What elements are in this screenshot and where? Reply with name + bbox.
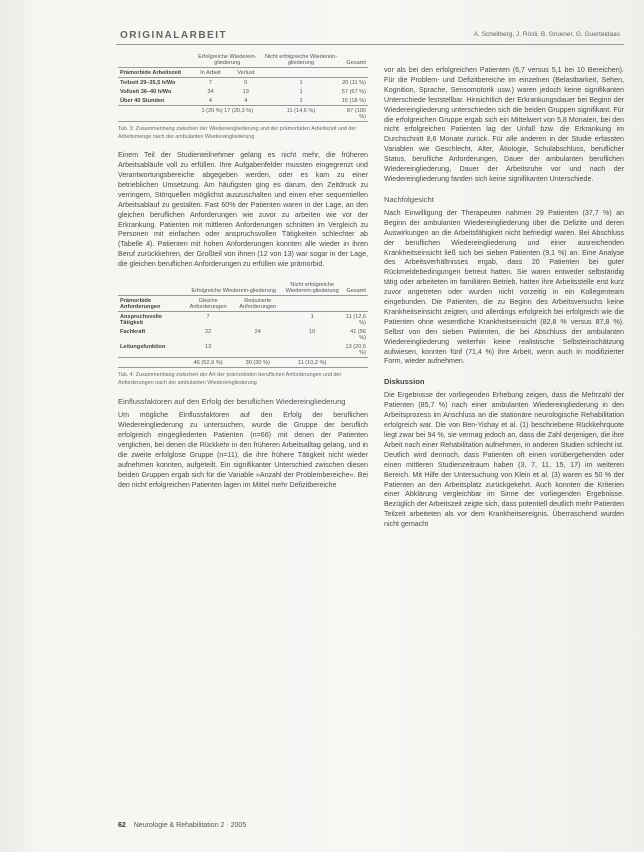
table-row: Über 40 Stunden 4 4 1 15 (18 %) — [120, 97, 366, 104]
table-row: Leitungsfunktion 13 13 (20,5 %) — [120, 343, 366, 356]
page-number: 62 — [118, 822, 126, 829]
running-authors: A. Schellberg, J. Rösli, B. Gruener, G. Guerteldaas — [473, 31, 620, 38]
left-column — [118, 52, 368, 491]
table-4-col-header: Nicht erfolgreiche Wiederein-gliederung — [285, 281, 339, 294]
table-row: Teilzeit 29–35,5 h/Wo 7 0 1 20 (11 %) — [120, 79, 366, 86]
table-3-group-label: Prämorbide Arbeitszeit — [118, 68, 192, 78]
table-row: Fachkraft 22 24 10 41 (56 %) — [120, 328, 366, 341]
page-footer — [118, 822, 246, 829]
table-3-sub-header: In Arbeit — [192, 68, 229, 78]
table-3 — [118, 52, 368, 122]
table-4-col-header: Gesamt — [346, 287, 366, 294]
section-heading: Nachfolgesicht — [384, 194, 434, 204]
table-3-col-header: Nicht erfolgreiche Wiederein-gliederung — [264, 53, 338, 66]
body-paragraph: Die Ergebnisse der vorliegenden Erhebung zeigen, dass die Mehrzahl der Patienten (85,7 %) nach einer ambulanten Wiedereingliederung in den Arbeitsprozess im Anschluss an die stationäre neurologische Rehabilitation erfolgreich war. Die von Ben-Yishay et al. (1) beschriebene Rückkehrquote liegt zwar bei 94 %, sie vermag jedoch an, dass die Zahl derjenigen, die ihre Arbeit nach einer Rehabilitation aufnehmen, in anderen Studien schlecht ist. Deutlich wird dennoch, dass Patienten oft einen vorübergehenden oder einen mittleren Studienzeitraum haben (3, 7, 11, 15, 17) im weiteren Bereich. Mit Hilfe der Untersuchung von Klein et al. (3) waren es 50 % der Patienten an den Arbeitsplatz zurückgekehrt. Auch konnten die Kriterien einer Abklärung vergleichbar im Sinne der vorliegenden Ergebnisse. Bezüglich der Arbeitszeit zeigte sich, dass potentiell deutlich mehr Patienten Teilzeit arbeiteten als vor dem Krankheitsereignis. Überraschend wurden nicht gemacht — [384, 391, 624, 529]
body-paragraph: Einem Teil der Studienteilnehmer gelang es nicht mehr, die früheren Arbeitsabläufe voll zu erfüllen. Ihre Aufgabenfelder mussten eingegrenzt und Verantwortungsbereiche abgegeben werden, oder es kam zu einer betrieblichen Umsetzung. Am häufigsten ging es darum, den Zeitdruck zu verringern, Störquellen möglichst auszuschalten und einen eher sequentiellen Arbeitsablauf zu gestalten. Fast 60% der Patienten waren in der Lage, an den gleichen beruflichen Anforderungen wie zuvor zu arbeiten wie vor der Erkrankung. Patienten mit mittleren Anforderungen schnitten im Vergleich zu Personen mit einfachen oder anspruchsvollen Tätigkeiten schlechter ab (Tabelle 4). Patienten mit hohen Anforderungen konnten alle wieder in ihren Beruf zurückkehren, der Großteil von ihnen (12 von 13) war sogar in der Lage, die gleichen beruflichen Anforderungen zu erfüllen wie prämorbid. — [118, 151, 368, 269]
table-3-col-header: Gesamt — [346, 59, 366, 66]
section-heading: Diskussion — [384, 377, 425, 387]
table-4-group-label: Prämorbide Anforderungen — [118, 296, 184, 312]
table-4-sub-header: Gleiche Anforderungen — [184, 296, 232, 312]
table-3-sub-header: Verlust — [229, 68, 263, 78]
header-rule — [116, 44, 624, 45]
table-3-caption: Tab. 3: Zusammenhang zwischen der Wiedereingliederung und der prämorbiden Arbeitszeit und der Arbeitsmenge nach der ambulanten Wiedereingliederung — [118, 126, 357, 140]
section-label: ORIGINALARBEIT — [120, 30, 228, 41]
right-column — [384, 66, 624, 530]
table-4-col-header: Erfolgreiche Wiederein-gliederung — [191, 287, 276, 294]
table-4-caption: Tab. 4: Zusammenhang zwischen der Art der prämorbiden beruflichen Anforderungen und der Anforderungen nach der ambulanten Wiedereingliederung — [118, 372, 342, 386]
table-row: Vollzeit 36–40 h/Wo 34 13 1 57 (67 %) — [120, 88, 366, 95]
table-4-sub-header: Reduzierte Anforderungen — [232, 296, 283, 312]
table-row: Anspruchsvolle Tätigkeit 7 1 11 (12,6 %) — [120, 313, 366, 326]
body-paragraph: vor als bei den erfolgreichen Patienten (6,7 versus 5,1 bei 10 Bereichen). Für die Problem- und Defizitbereiche im einzelnen (Belastbarkeit, Sehen, Kognition, Sprache, Sensomotorik usw.) waren jedoch keine signifikanten Unterschiede feststellbar. Hinsichtlich der Erkrankungsdauer bei Beginn der Wiedereingliederung unterschieden sich die beiden Gruppen signifikant. Für die erfolgreichen Gruppe ergab sich ein Mittelwert von 5,8 Monaten, bei den nicht erfolgreichen Patienten lag der Unfall bzw. die Erkrankung im Durchschnitt 8,6 Monate zurück. Für alle anderen in der Studie erfassten Variablen wie Geschlecht, Alter, Ätiologie, Schulabschluss, beruflicher Status, berufliche Anforderungen, Dauer der ambulanten beruflichen Wiedereingliederung, Dauer der Arbeitsruhe vor und nach der Wiedereingliederung fanden sich keine signifikanten Unterschiede. — [384, 66, 624, 183]
body-paragraph: Nach Einwilligung der Therapeuten nahmen 29 Patienten (37,7 %) an Beginn der ambulanten Wiedereingliederung über die Defizite und deren Auswirkungen an die Arbeitsfähigkeit nicht befriedigt waren. Bei Abschluss der beruflichen Wiedereingliederung und einer ausreichenden Krankheitseinsicht ließ sich bei sieben Patienten (9,1 %) an. Eine Analyse des Arbeitsverhältnisses ergab, dass 20 Patienten bei guter Rückmeldebedingungen betreut hatten. Sie waren entweder selbständig tätig oder arbeiteten im familiären Betrieb, hatten ihre Arbeitsstelle erst kurz zuvor angetreten oder wurden nicht vorzeitig in ein Kollegenteam eingebunden. Die Patienten, die zu Beginn des Arbeitsversuchs keine Krankheitseinsicht zeigten, und allerdings erfolgreich bei erfolgreich wie die Patienten ohne wesentliche Krankheitseinsicht (82,8 % versus 87,8 %). Selbst von den sieben Patienten, die bei Abschluss der ambulanten Wiedereingliederung weiterhin keine realistische Selbsteinschätzung aufwiesen, konnten fünf (71,4 %) ihre Arbeit, wenn auch in modifizierter Form, wieder aufnehmen. — [384, 208, 624, 366]
journal-name: Neurologie & Rehabilitation 2 · 2005 — [133, 822, 247, 829]
table-row-total: 1 (20 %) 17 (20,3 %) 11 (14,6 %) 87 (100 %) — [118, 106, 368, 122]
table-4 — [118, 280, 368, 368]
body-paragraph: Um mögliche Einflussfaktoren auf den Erfolg der beruflichen Wiedereingliederung zu untersuchen, wurde die Gruppe der beruflich erfolgreich eingegliederten Patienten (n=66) mit denen der Patienten verglichen, bei denen die Rückkehr in den früheren Arbeitsalltag gelang, und in die zweite erfolglose Gruppe (n=11), die ihre frühere Tätigkeit nicht wieder aufnehmen konnten, aufgeteilt. Ein signifikanter Unterschied zwischen diesen beiden Gruppen ergab sich für die Variable »Anzahl der Problembereiche«. Bei den nicht erfolgreichen Patienten lagen im Mittel mehr Defizitbereiche — [118, 411, 368, 489]
table-3-col-header: Erfolgreiche Wiederein-gliederung — [198, 53, 257, 66]
table-row-total: 46 (52,9 %) 30 (30 %) 11 (10,2 %) — [118, 358, 368, 368]
section-heading: Einflussfaktoren auf den Erfolg der beruflichen Wiedereingliederung — [118, 397, 346, 407]
